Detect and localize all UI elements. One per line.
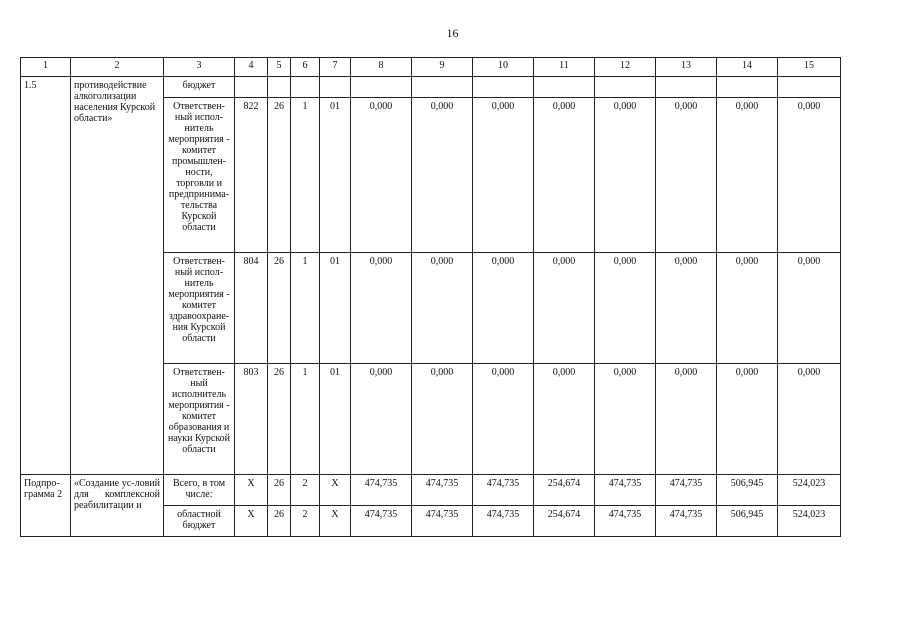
value-cell — [412, 77, 473, 98]
value-cell: 0,000 — [778, 253, 841, 364]
value-cell: 0,000 — [717, 98, 778, 253]
header-cell: 1 — [21, 58, 71, 77]
responsible-executor: Ответствен-ный испол-нитель мероприятия - комитет промышлен-ности, торговли и предпринима-тельства Курской области — [164, 98, 235, 253]
value-cell: 0,000 — [534, 364, 595, 475]
header-cell: 14 — [717, 58, 778, 77]
value-cell: 0,000 — [778, 364, 841, 475]
value-cell: 474,735 — [473, 475, 534, 506]
value-cell: 254,674 — [534, 475, 595, 506]
value-cell: 0,000 — [656, 253, 717, 364]
value-cell: 474,735 — [351, 506, 412, 537]
value-cell: 0,000 — [412, 364, 473, 475]
value-cell — [656, 77, 717, 98]
value-cell: 506,945 — [717, 475, 778, 506]
code-cell: 26 — [268, 506, 291, 537]
code-cell: 1 — [291, 364, 320, 475]
code-cell: 822 — [235, 98, 268, 253]
header-cell: 13 — [656, 58, 717, 77]
value-cell: 254,674 — [534, 506, 595, 537]
value-cell: 0,000 — [534, 98, 595, 253]
value-cell: 0,000 — [351, 98, 412, 253]
code-cell — [235, 77, 268, 98]
value-cell: 0,000 — [656, 98, 717, 253]
code-cell: 804 — [235, 253, 268, 364]
value-cell: 0,000 — [778, 98, 841, 253]
value-cell: 0,000 — [412, 253, 473, 364]
value-cell — [717, 77, 778, 98]
header-cell: 7 — [320, 58, 351, 77]
code-cell: 2 — [291, 475, 320, 506]
code-cell — [320, 77, 351, 98]
code-cell: X — [320, 506, 351, 537]
table-row — [21, 475, 841, 506]
item-number: 1.5 — [21, 77, 71, 475]
value-cell: 0,000 — [595, 98, 656, 253]
header-cell: 12 — [595, 58, 656, 77]
value-cell: 0,000 — [534, 253, 595, 364]
funding-source: областной бюджет — [164, 506, 235, 537]
value-cell: 474,735 — [412, 475, 473, 506]
code-cell — [268, 77, 291, 98]
value-cell: 474,735 — [656, 475, 717, 506]
value-cell — [534, 77, 595, 98]
value-cell: 0,000 — [595, 253, 656, 364]
page-number: 16 — [446, 26, 459, 40]
header-cell: 5 — [268, 58, 291, 77]
header-row — [21, 58, 841, 77]
code-cell: 26 — [268, 475, 291, 506]
responsible-executor: Ответствен-ный исполнитель мероприятия - комитет образования и науки Курской области — [164, 364, 235, 475]
code-cell: X — [235, 506, 268, 537]
header-cell: 15 — [778, 58, 841, 77]
code-cell: 01 — [320, 98, 351, 253]
code-cell: 01 — [320, 253, 351, 364]
table-row — [21, 77, 841, 98]
header-cell: 11 — [534, 58, 595, 77]
header-cell: 3 — [164, 58, 235, 77]
code-cell: 26 — [268, 253, 291, 364]
value-cell: 474,735 — [656, 506, 717, 537]
value-cell: 474,735 — [595, 506, 656, 537]
code-cell: 26 — [268, 364, 291, 475]
value-cell: 0,000 — [351, 364, 412, 475]
value-cell: 474,735 — [412, 506, 473, 537]
header-cell: 10 — [473, 58, 534, 77]
code-cell: 1 — [291, 253, 320, 364]
header-cell: 2 — [71, 58, 164, 77]
value-cell: 474,735 — [473, 506, 534, 537]
item-number: Подпро-грамма 2 — [21, 475, 71, 537]
header-cell: 4 — [235, 58, 268, 77]
value-cell: 474,735 — [351, 475, 412, 506]
code-cell: 803 — [235, 364, 268, 475]
value-cell — [778, 77, 841, 98]
value-cell: 0,000 — [717, 364, 778, 475]
header-cell: 9 — [412, 58, 473, 77]
code-cell — [291, 77, 320, 98]
code-cell: X — [320, 475, 351, 506]
funding-source: Всего, в том числе: — [164, 475, 235, 506]
value-cell: 474,735 — [595, 475, 656, 506]
value-cell: 506,945 — [717, 506, 778, 537]
item-name: «Создание ус-ловий для комплексной реабилитации и — [71, 475, 164, 537]
code-cell: 2 — [291, 506, 320, 537]
value-cell: 0,000 — [595, 364, 656, 475]
value-cell: 524,023 — [778, 475, 841, 506]
item-name: противодействие алкоголизации населения Курской области» — [71, 77, 164, 475]
code-cell: 26 — [268, 98, 291, 253]
header-cell: 6 — [291, 58, 320, 77]
code-cell: 1 — [291, 98, 320, 253]
value-cell: 0,000 — [656, 364, 717, 475]
value-cell: 0,000 — [473, 364, 534, 475]
value-cell: 524,023 — [778, 506, 841, 537]
value-cell: 0,000 — [473, 98, 534, 253]
code-cell: 01 — [320, 364, 351, 475]
value-cell — [595, 77, 656, 98]
value-cell: 0,000 — [717, 253, 778, 364]
value-cell — [351, 77, 412, 98]
responsible-executor: Ответствен-ный испол-нитель мероприятия - комитет здравоохране-ния Курской области — [164, 253, 235, 364]
value-cell — [473, 77, 534, 98]
value-cell: 0,000 — [412, 98, 473, 253]
code-cell: X — [235, 475, 268, 506]
value-cell: 0,000 — [351, 253, 412, 364]
budget-table — [20, 57, 841, 537]
funding-source: бюджет — [164, 77, 235, 98]
value-cell: 0,000 — [473, 253, 534, 364]
header-cell: 8 — [351, 58, 412, 77]
